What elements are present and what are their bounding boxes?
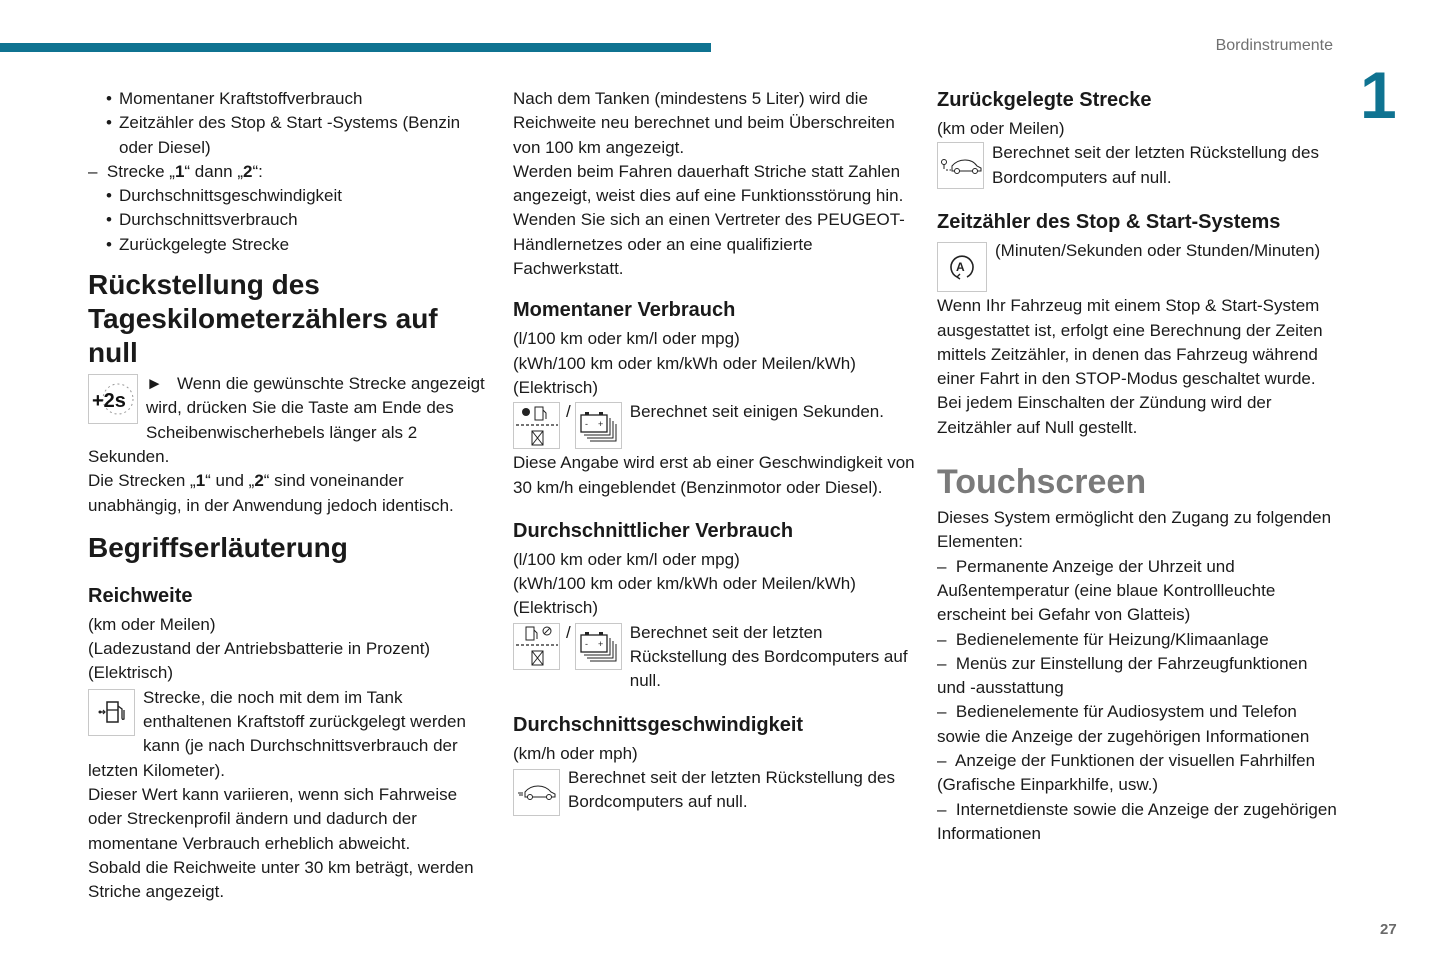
touchscreen-intro: Dieses System ermöglicht den Zugang zu folgenden Elementen: bbox=[937, 508, 1332, 552]
fuel-range-icon bbox=[88, 689, 135, 736]
page-number: 27 bbox=[1380, 921, 1397, 938]
list-item: • Momentaner Kraftstoffverbrauch bbox=[106, 87, 488, 111]
svg-text:+: + bbox=[598, 639, 604, 650]
list-item: • Durchschnittsverbrauch bbox=[106, 208, 488, 232]
battery-average-icon bbox=[575, 623, 622, 670]
average-fuel-consumption-icon bbox=[513, 623, 560, 670]
car-speed-icon bbox=[513, 769, 560, 816]
list-item: – Menüs zur Einstellung der Fahrzeugfunktionen und -ausstattung bbox=[937, 653, 1308, 698]
list-item: • Durchschnittsgeschwindigkeit bbox=[106, 184, 488, 208]
stop-start-text-1: Wenn Ihr Fahrzeug mit einem Stop & Start-System ausgestattet ist, erfolgt eine Berechnung der Zeiten mittels Zeitzähler, in denen das Fahrzeug während einer Fahrt in den STOP-Modus geschaltet wurde. bbox=[937, 296, 1323, 389]
heading-touchscreen: Touchscreen bbox=[937, 463, 1147, 502]
range-text-2: Dieser Wert kann variieren, wenn sich Fahrweise oder Streckenprofil ändern und dadurch der momentane Verbrauch erheblich abweicht. bbox=[88, 784, 458, 853]
instant-note: Diese Angabe wird erst ab einer Geschwindigkeit von 30 km/h eingeblendet (Benzinmotor oder Diesel). bbox=[513, 453, 915, 497]
heading-stop-start: Zeitzähler des Stop & Start-Systems bbox=[937, 211, 1281, 234]
header-accent-bar bbox=[0, 43, 711, 52]
bullet-list-top bbox=[88, 87, 488, 160]
stop-start-units: (Minuten/Sekunden oder Stunden/Minuten) bbox=[995, 241, 1321, 261]
column-3 bbox=[937, 87, 1337, 846]
list-item: – Internetdienste sowie die Anzeige der zugehörigen Informationen bbox=[937, 799, 1337, 843]
heading-reset-trip: Rückstellung des Tageskilometerzählers auf null bbox=[88, 269, 438, 369]
list-item: – Bedienelemente für Audiosystem und Telefon sowie die Anzeige der zugehörigen Informationen bbox=[937, 702, 1310, 746]
range-cont-2: Werden beim Fahren dauerhaft Striche statt Zahlen angezeigt, weist dies auf eine Funktionsstörung hin. Wenden Sie sich an einen Vertreter des PEUGEOT-Händlernetzes oder an eine qualifizierte Fachwerkstatt. bbox=[513, 161, 905, 279]
column-2 bbox=[513, 87, 918, 818]
average-units-electric: (Elektrisch) bbox=[513, 598, 599, 618]
range-units-battery: (Ladezustand der Antriebsbatterie in Prozent) bbox=[88, 639, 431, 659]
car-distance-icon bbox=[937, 142, 984, 189]
list-item: – Bedienelemente für Heizung/Klimaanlage bbox=[937, 629, 1269, 649]
instant-units-kwh: (kWh/100 km oder km/kWh oder Meilen/kWh) bbox=[513, 353, 856, 373]
average-text: Berechnet seit der letzten Rückstellung des Bordcomputers auf null. bbox=[629, 622, 908, 691]
instant-units: (l/100 km oder km/l oder mpg) bbox=[513, 329, 740, 349]
list-item: • Zeitzähler des Stop & Start -Systems (Benzin oder Diesel) bbox=[106, 111, 488, 160]
dash-item-strecke: – Strecke „1“ dann „2“: bbox=[88, 161, 263, 181]
range-text-1: Strecke, die noch mit dem im Tank enthaltenen Kraftstoff zurückgelegt werden kann (je nach Durchschnittsverbrauch der letzten Kilometer). bbox=[88, 687, 466, 780]
range-text-3: Sobald die Reichweite unter 30 km beträgt, werden Striche angezeigt. bbox=[88, 857, 474, 902]
instant-icons: / - + bbox=[513, 402, 622, 449]
heading-average-speed: Durchschnittsgeschwindigkeit bbox=[513, 713, 804, 736]
heading-distance: Zurückgelegte Strecke bbox=[937, 89, 1152, 111]
heading-glossary: Begriffserläuterung bbox=[88, 531, 348, 563]
chapter-number: 1 bbox=[1360, 58, 1397, 132]
instant-units-electric: (Elektrisch) bbox=[513, 377, 599, 397]
bullet-list-bottom bbox=[88, 184, 488, 257]
instant-text: Berechnet seit einigen Sekunden. bbox=[629, 402, 884, 422]
section-title: Bordinstrumente bbox=[1215, 37, 1333, 54]
reset-block bbox=[88, 372, 488, 518]
reset-note: Die Strecken „1“ und „2“ sind voneinander unabhängig, in der Anwendung jedoch identisch. bbox=[88, 471, 454, 515]
svg-text:-: - bbox=[585, 418, 589, 429]
instant-fuel-consumption-icon bbox=[513, 402, 560, 449]
distance-units: (km oder Meilen) bbox=[937, 119, 1065, 138]
list-item: – Anzeige der Funktionen der visuellen Fahrhilfen (Grafische Einparkhilfe, usw.) bbox=[937, 751, 1316, 795]
column-1 bbox=[88, 87, 488, 904]
plus-2s-button-icon bbox=[88, 374, 138, 424]
list-item: – Permanente Anzeige der Uhrzeit und Außentemperatur (eine blaue Kontrollleuchte erscheint bei Gefahr von Glatteis) bbox=[937, 556, 1276, 625]
distance-text: Berechnet seit der letzten Rückstellung des Bordcomputers auf null. bbox=[992, 143, 1319, 187]
svg-text:-: - bbox=[585, 639, 589, 650]
heading-range: Reichweite bbox=[88, 584, 193, 607]
speed-units: (km/h oder mph) bbox=[513, 743, 638, 763]
speed-text: Berechnet seit der letzten Rückstellung des Bordcomputers auf null. bbox=[568, 767, 895, 812]
battery-consumption-icon bbox=[575, 402, 622, 449]
reset-text: ► Wenn die gewünschte Strecke angezeigt wird, drücken Sie die Taste am Ende des Scheibenwischerhebels länger als 2 Sekunden. bbox=[88, 374, 485, 466]
average-icons: / - + bbox=[513, 623, 622, 670]
stop-start-icon bbox=[937, 242, 987, 292]
range-units: (km oder Meilen) bbox=[88, 614, 216, 634]
range-cont-1: Nach dem Tanken (mindestens 5 Liter) wird die Reichweite neu berechnet und beim Überschreiten von 100 km angezeigt. bbox=[513, 89, 895, 157]
average-units: (l/100 km oder km/l oder mpg) bbox=[513, 549, 740, 569]
range-units-electric: (Elektrisch) bbox=[88, 663, 174, 683]
svg-text:A: A bbox=[956, 260, 965, 275]
svg-text:+2s: +2s bbox=[92, 390, 126, 413]
average-units-kwh: (kWh/100 km oder km/kWh oder Meilen/kWh) bbox=[513, 574, 856, 594]
list-item: • Zurückgelegte Strecke bbox=[106, 233, 488, 257]
svg-text:+: + bbox=[598, 418, 604, 429]
stop-start-text-2: Bei jedem Einschalten der Zündung wird der Zeitzähler auf Null gestellt. bbox=[937, 393, 1272, 437]
heading-average-consumption: Durchschnittlicher Verbrauch bbox=[513, 519, 794, 542]
heading-instant-consumption: Momentaner Verbrauch bbox=[513, 299, 736, 322]
